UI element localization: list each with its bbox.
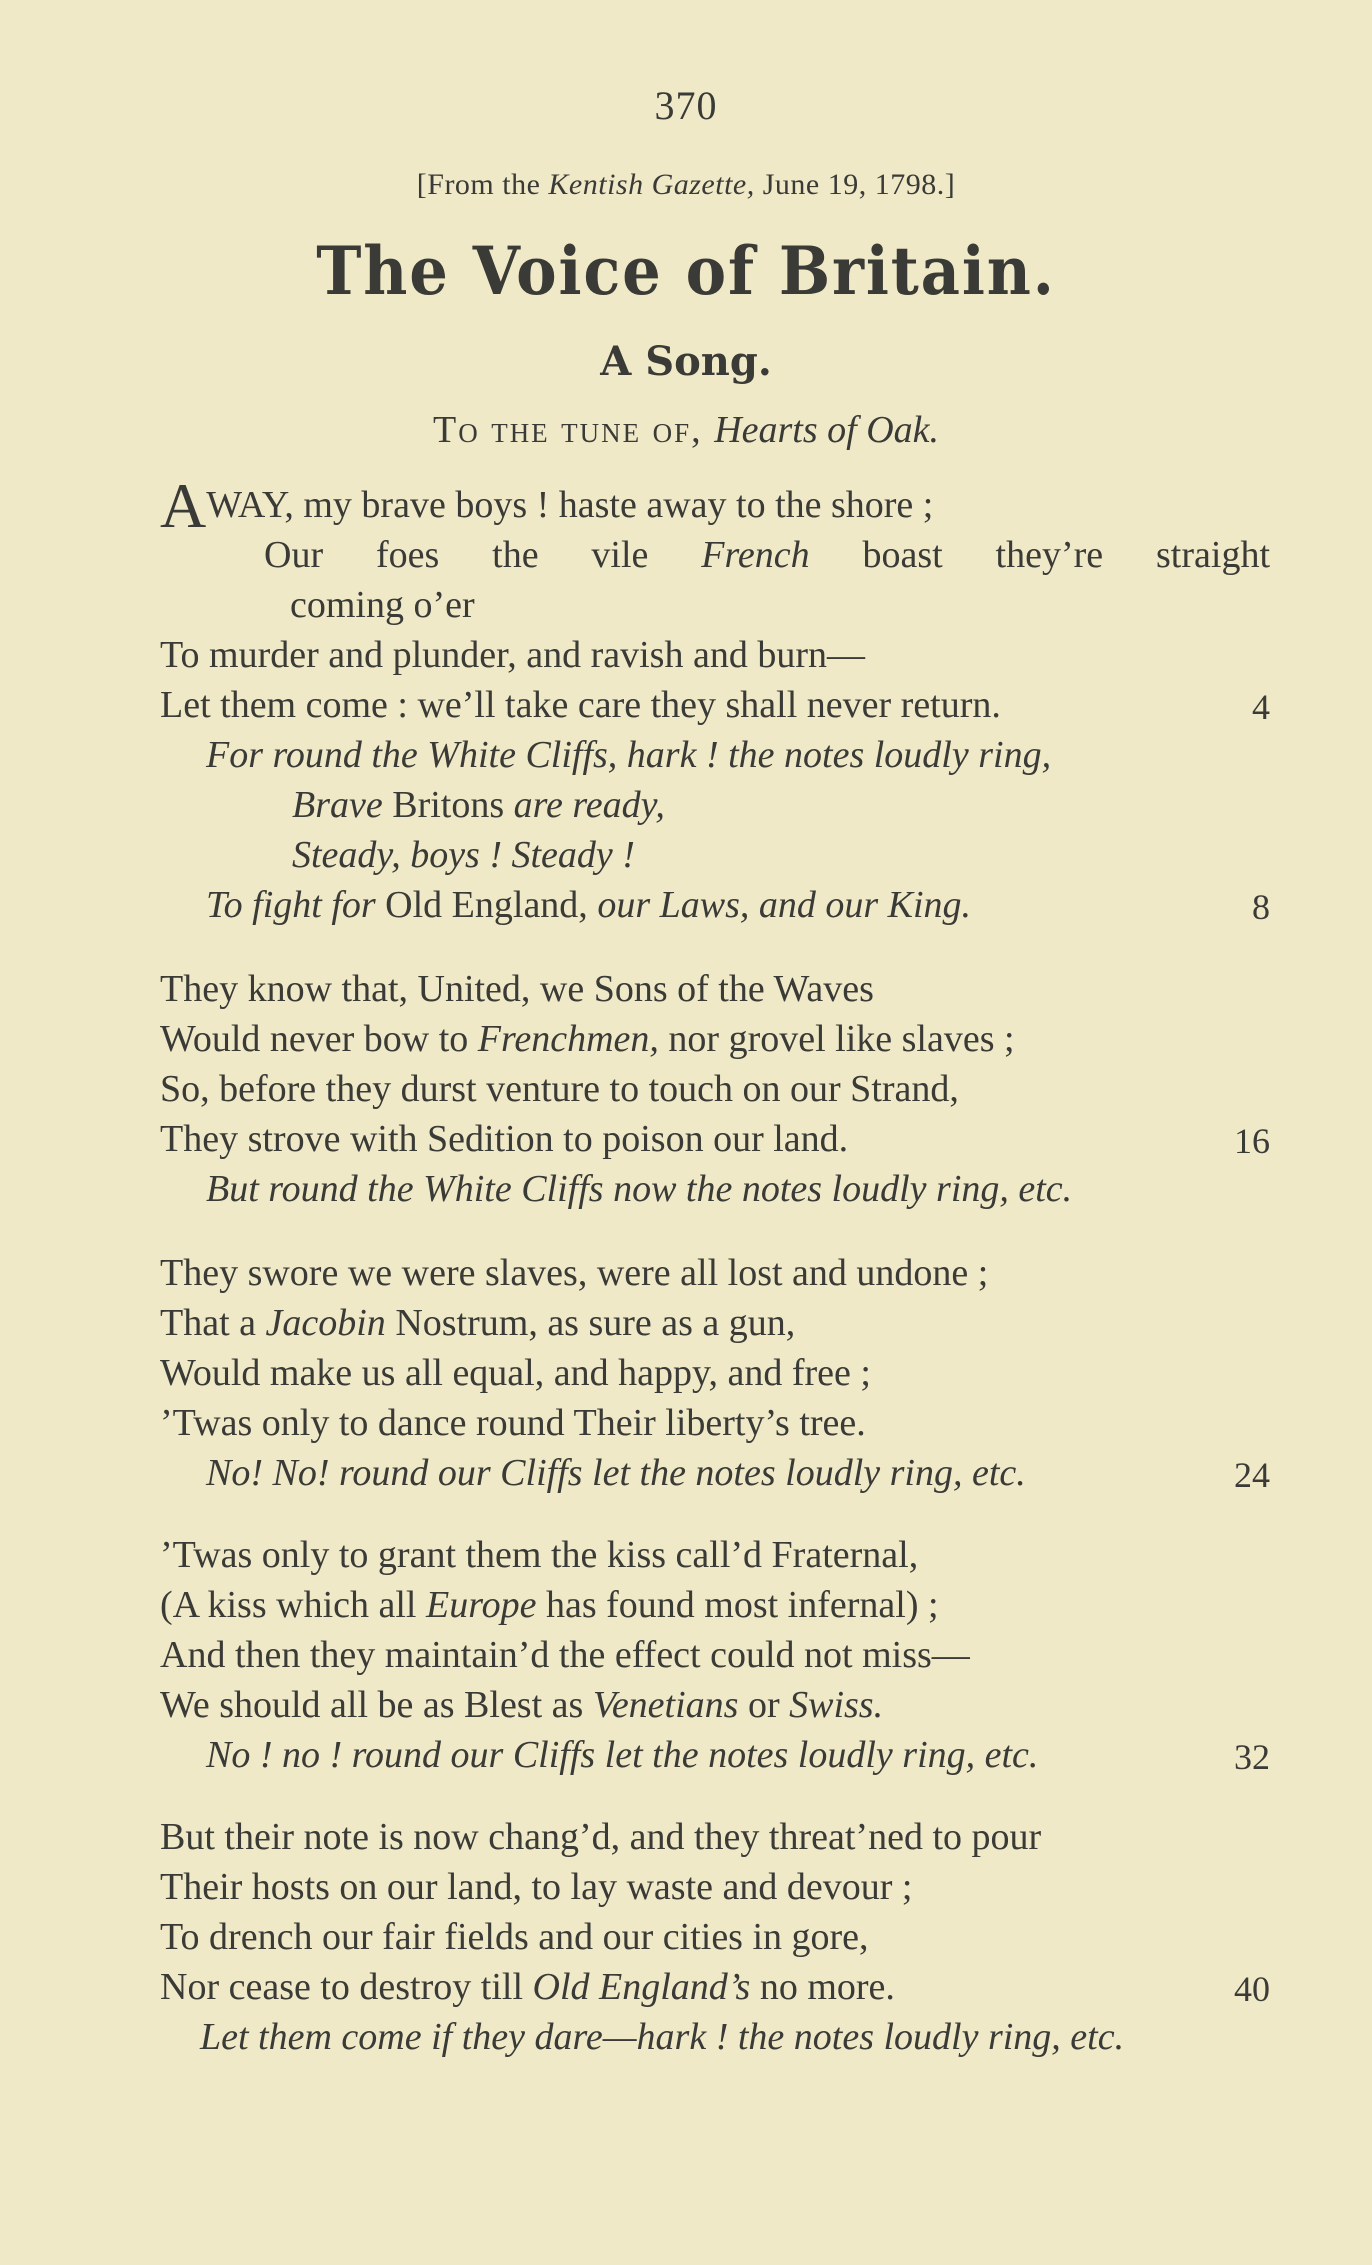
refrain-line: [292, 832, 635, 878]
verse-text: Britons: [382, 784, 514, 826]
refrain-line: [292, 782, 665, 828]
verse-text: Nostrum, as sure as a gun,: [385, 1302, 796, 1344]
verse-line: They swore we were slaves, were all lost and undone ;: [160, 1252, 989, 1294]
page-number: 370: [654, 83, 718, 128]
verse-line: They strove with Sedition to poison our land.: [160, 1118, 849, 1160]
line-number: 8: [1252, 887, 1270, 927]
verse-italic: Steady, boys ! Steady !: [292, 834, 635, 876]
verse-italic: are ready,: [513, 784, 665, 826]
line-number: 32: [1234, 1737, 1270, 1777]
verse-line: And then they maintain’d the effect could not miss—: [160, 1634, 970, 1676]
verse-line: coming o’er: [290, 584, 475, 626]
verse-italic: Brave: [292, 784, 383, 826]
verse-line: [160, 1682, 883, 1728]
verse-text: Would never bow to: [160, 1018, 478, 1060]
verse-italic: Let them come if they dare—hark ! the notes loudly ring, etc.: [200, 2016, 1125, 2058]
verse-italic: No! No! round our Cliffs let the notes loudly ring, etc.: [206, 1452, 1026, 1494]
verse-italic: Frenchmen,: [477, 1018, 659, 1060]
refrain-line: [206, 1732, 1038, 1778]
verse-italic: To fight for: [206, 884, 376, 926]
verse-text: We should all be as Blest as: [160, 1684, 593, 1726]
verse-line: To drench our fair fields and our cities in gore,: [160, 1916, 869, 1958]
verse-text: has found most infernal) ;: [536, 1584, 939, 1626]
verse-text: or: [738, 1684, 790, 1726]
source-paper: Kentish Gazette,: [548, 168, 755, 201]
verse-italic: French: [701, 534, 810, 576]
drop-cap: A: [160, 470, 207, 541]
line-number: 40: [1234, 1969, 1270, 2009]
refrain-line: [200, 2014, 1124, 2060]
source-prefix: [From the: [416, 168, 549, 201]
verse-line: Let them come : we’ll take care they shall never return.: [160, 684, 1001, 726]
tune-name: Hearts of Oak.: [714, 409, 939, 451]
verse-text: Our foes the vile: [264, 534, 702, 576]
verse-italic: Swiss.: [789, 1684, 884, 1726]
line-number: 24: [1234, 1455, 1270, 1495]
verse-italic: No ! no ! round our Cliffs let the notes loudly ring, etc.: [206, 1734, 1039, 1776]
verse-line: [160, 1582, 939, 1628]
poem-subtitle: A Song.: [600, 338, 772, 385]
verse-line: [264, 532, 1270, 578]
verse-italic: Old England’s: [532, 1966, 751, 2008]
verse-line: [160, 1964, 895, 2010]
verse-italic: Europe: [425, 1584, 537, 1626]
verse-line: [160, 470, 934, 541]
verse-line: ’Twas only to grant them the kiss call’d Fraternal,: [160, 1534, 919, 1576]
verse-italic: But round the White Cliffs now the notes loudly ring, etc.: [206, 1168, 1073, 1210]
verse-text: nor grovel like slaves ;: [658, 1018, 1015, 1060]
line-number: 4: [1252, 687, 1270, 727]
tune-line: [0, 408, 1372, 452]
verse-line: Would make us all equal, and happy, and free ;: [160, 1352, 871, 1394]
verse-line: To murder and plunder, and ravish and burn—: [160, 634, 865, 676]
verse-text: no more.: [750, 1966, 895, 2008]
verse-line: [160, 1016, 1015, 1062]
line-number: 16: [1234, 1121, 1270, 1161]
verse-text: Old England,: [375, 884, 598, 926]
verse-text: (A kiss which all: [160, 1584, 426, 1626]
poem-title: The Voice of Britain.: [316, 232, 1056, 310]
tune-prefix: To the tune of,: [432, 409, 715, 451]
verse-line: ’Twas only to dance round Their liberty’s tree.: [160, 1402, 866, 1444]
verse-line: But their note is now chang’d, and they threat’ned to pour: [160, 1816, 1042, 1858]
source-citation: [0, 168, 1372, 202]
refrain-line: [206, 1166, 1072, 1212]
verse-italic: For round the White Cliffs, hark ! the notes loudly ring,: [206, 734, 1052, 776]
refrain-line: [206, 1450, 1026, 1496]
verse-text: Nor cease to destroy till: [160, 1966, 533, 2008]
verse-line: So, before they durst venture to touch on our Strand,: [160, 1068, 959, 1110]
verse-line: Their hosts on our land, to lay waste and devour ;: [160, 1866, 913, 1908]
verse-text: That a: [160, 1302, 266, 1344]
verse-line: [160, 1300, 795, 1346]
verse-italic: Jacobin: [265, 1302, 386, 1344]
verse-italic: Venetians: [592, 1684, 739, 1726]
verse-line: They know that, United, we Sons of the Waves: [160, 968, 874, 1010]
refrain-line: [206, 732, 1051, 778]
verse-text: WAY, my brave boys ! haste away to the shore ;: [206, 484, 934, 526]
verse-italic: our Laws, and our King.: [597, 884, 972, 926]
verse-text: boast they’re straight: [809, 534, 1270, 576]
source-suffix: June 19, 1798.]: [754, 168, 956, 201]
refrain-line: [206, 882, 971, 928]
